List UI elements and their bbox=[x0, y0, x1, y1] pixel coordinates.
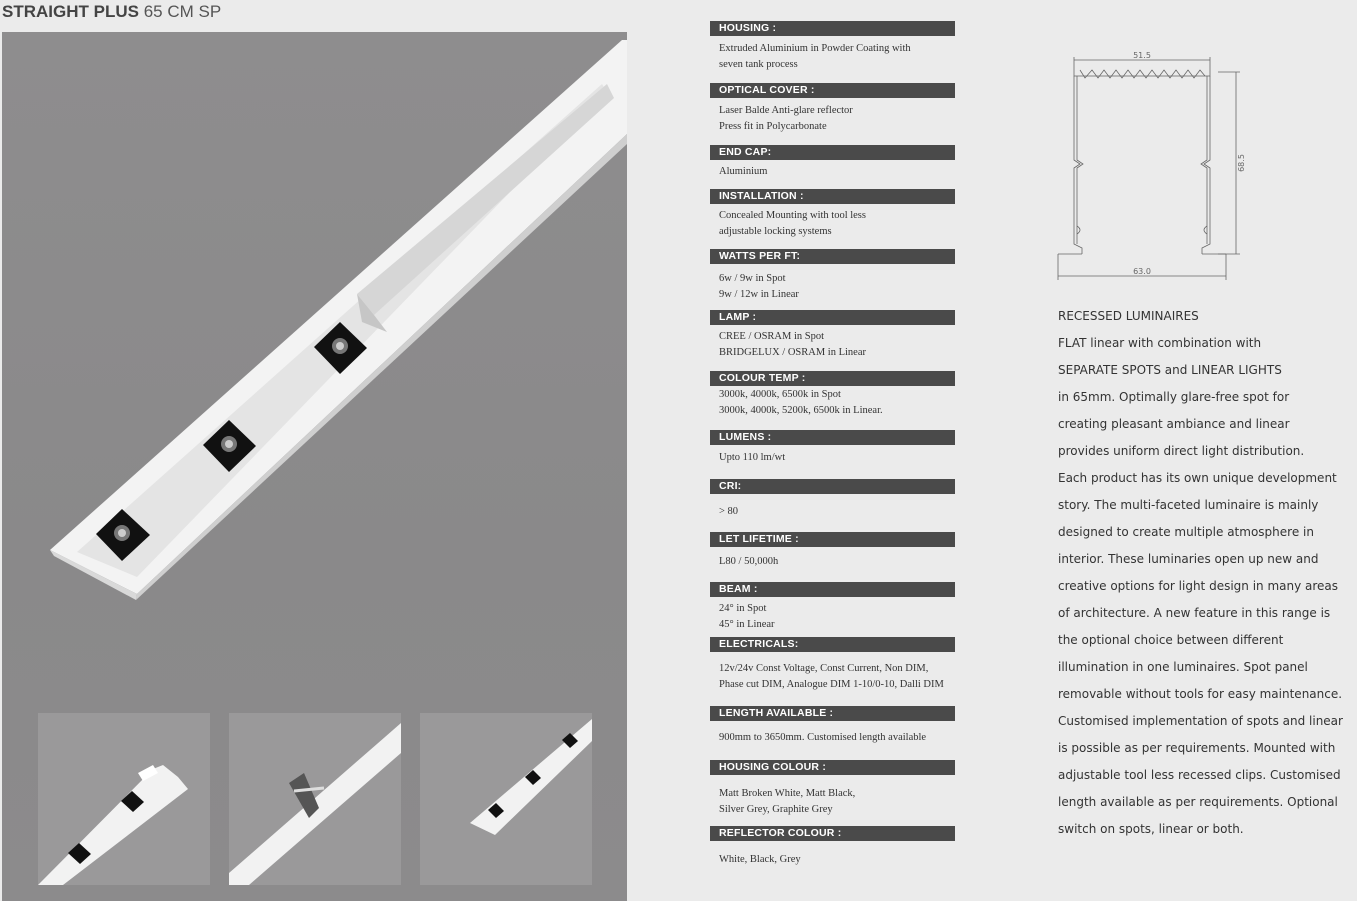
spec-header-length: LENGTH AVAILABLE : bbox=[710, 706, 955, 721]
profile-technical-drawing bbox=[1050, 48, 1260, 293]
thumbnail-illustration bbox=[229, 713, 401, 885]
product-variant: 65 CM SP bbox=[143, 2, 222, 21]
spec-header-housing: HOUSING : bbox=[710, 21, 955, 36]
description-line: adjustable tool less recessed clips. Customised bbox=[1058, 768, 1341, 782]
description-line: Customised implementation of spots and linear bbox=[1058, 714, 1343, 728]
dimension-height: 68.5 bbox=[1237, 154, 1246, 172]
dimension-width-top: 51.5 bbox=[1133, 51, 1151, 60]
spec-header-watts: WATTS PER FT: bbox=[710, 249, 955, 264]
spec-header-electricals: ELECTRICALS: bbox=[710, 637, 955, 652]
spec-value-beam: 24° in Spot 45° in Linear bbox=[719, 603, 775, 630]
description-line: the optional choice between different bbox=[1058, 633, 1284, 647]
spec-header-lamp: LAMP : bbox=[710, 310, 955, 325]
spec-value-end-cap: Aluminium bbox=[719, 166, 768, 177]
spec-value-electricals: 12v/24v Const Voltage, Const Current, Non DIM, Phase cut DIM, Analogue DIM 1-10/0-10, Dalli DIM bbox=[719, 663, 944, 690]
spec-value-watts: 6w / 9w in Spot 9w / 12w in Linear bbox=[719, 273, 799, 300]
dimension-width-bottom: 63.0 bbox=[1133, 267, 1151, 276]
spec-header-reflector-colour: REFLECTOR COLOUR : bbox=[710, 826, 955, 841]
spec-value-housing: Extruded Aluminium in Powder Coating with seven tank process bbox=[719, 43, 911, 70]
product-name: STRAIGHT PLUS bbox=[2, 2, 139, 21]
spec-header-optical-cover: OPTICAL COVER : bbox=[710, 83, 955, 98]
spec-value-lumens: Upto 110 lm/wt bbox=[719, 452, 786, 463]
profile-cross-section bbox=[1050, 48, 1260, 288]
spec-value-lifetime: L80 / 50,000h bbox=[719, 556, 779, 567]
thumbnail-illustration bbox=[38, 713, 210, 885]
thumbnail-clip-view[interactable] bbox=[229, 713, 401, 885]
description-line: story. The multi-faceted luminaire is mainly bbox=[1058, 498, 1319, 512]
spec-value-lamp: CREE / OSRAM in Spot BRIDGELUX / OSRAM in Linear bbox=[719, 331, 866, 358]
description-line: Each product has its own unique development bbox=[1058, 471, 1337, 485]
spec-value-cri: > 80 bbox=[719, 506, 739, 517]
description-line: SEPARATE SPOTS and LINEAR LIGHTS bbox=[1058, 363, 1282, 377]
description-line: removable without tools for easy maintenance. bbox=[1058, 687, 1343, 701]
description-line: designed to create multiple atmosphere in bbox=[1058, 525, 1314, 539]
description-line: switch on spots, linear or both. bbox=[1058, 822, 1244, 836]
spec-value-length: 900mm to 3650mm. Customised length available bbox=[719, 732, 927, 743]
spec-value-colour-temp: 3000k, 4000k, 6500k in Spot 3000k, 4000k, 5200k, 6500k in Linear. bbox=[719, 389, 883, 416]
spec-value-installation: Concealed Mounting with tool less adjustable locking systems bbox=[719, 210, 866, 237]
spec-header-beam: BEAM : bbox=[710, 582, 955, 597]
description-line: interior. These luminaries open up new and bbox=[1058, 552, 1319, 566]
thumbnail-spots-view[interactable] bbox=[420, 713, 592, 885]
spec-header-cri: CRI: bbox=[710, 479, 955, 494]
description-line: creative options for light design in many areas bbox=[1058, 579, 1339, 593]
description-line: is possible as per requirements. Mounted with bbox=[1058, 741, 1336, 755]
spec-header-lumens: LUMENS : bbox=[710, 430, 955, 445]
description-line: FLAT linear with combination with bbox=[1058, 336, 1262, 350]
description-line: creating pleasant ambiance and linear bbox=[1058, 417, 1290, 431]
description-line: provides uniform direct light distribution. bbox=[1058, 444, 1305, 458]
thumbnail-end-view[interactable] bbox=[38, 713, 210, 885]
product-title bbox=[2, 2, 221, 24]
thumbnail-illustration bbox=[420, 713, 592, 885]
spec-value-optical-cover: Laser Balde Anti-glare reflector Press fit in Polycarbonate bbox=[719, 105, 853, 132]
description-line: of architecture. A new feature in this range is bbox=[1058, 606, 1331, 620]
spec-value-housing-colour: Matt Broken White, Matt Black, Silver Grey, Graphite Grey bbox=[719, 788, 856, 815]
spec-header-lifetime: LET LIFETIME : bbox=[710, 532, 955, 547]
spec-header-installation: INSTALLATION : bbox=[710, 189, 955, 204]
spec-header-end-cap: END CAP: bbox=[710, 145, 955, 160]
spec-header-colour-temp: COLOUR TEMP : bbox=[710, 371, 955, 386]
description-title: RECESSED LUMINAIRES bbox=[1058, 309, 1199, 323]
description-line: length available as per requirements. Optional bbox=[1058, 795, 1338, 809]
spec-value-reflector-colour: White, Black, Grey bbox=[719, 854, 801, 865]
description-line: in 65mm. Optimally glare-free spot for bbox=[1058, 390, 1290, 404]
description-line: illumination in one luminaires. Spot panel bbox=[1058, 660, 1308, 674]
spec-header-housing-colour: HOUSING COLOUR : bbox=[710, 760, 955, 775]
